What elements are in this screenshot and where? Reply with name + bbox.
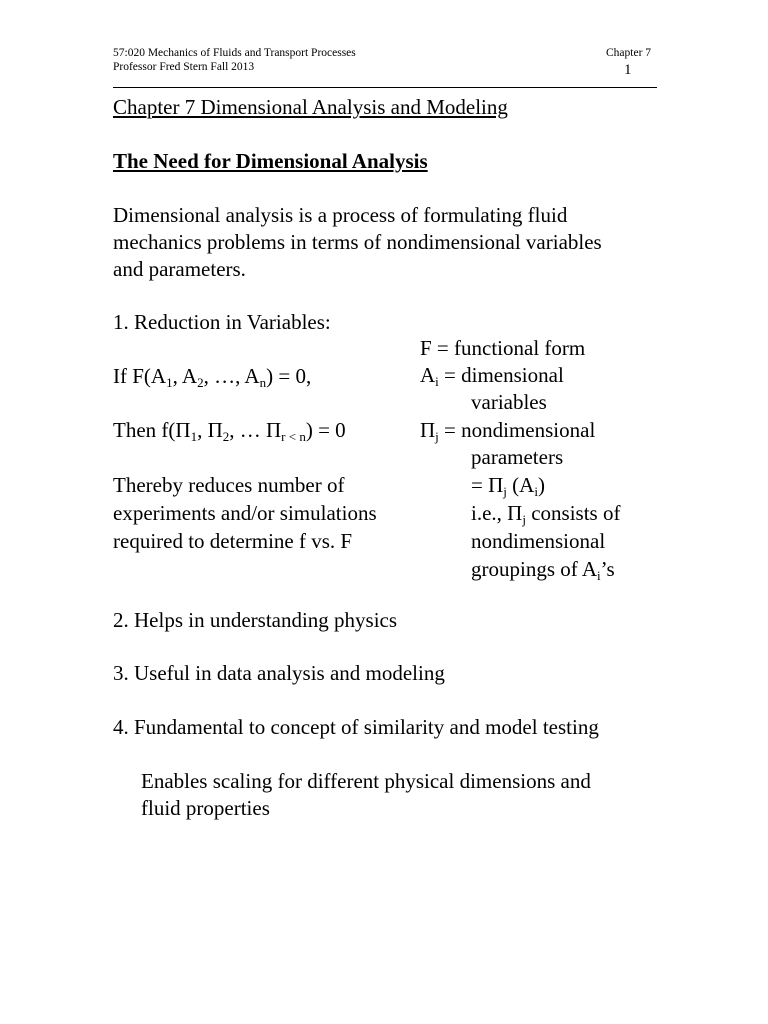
def-pij: $\Pi_j$ = nondimensional xyxy=(420,418,596,444)
def-ie-cont-1: nondimensional xyxy=(471,529,606,553)
intro-line-3: and parameters. xyxy=(113,257,246,281)
then-equation: Then $f(\Pi_1$, $\Pi_2$, … $\Pi_{r < n}) = 0$ xyxy=(113,418,346,444)
header-page-number: 1 xyxy=(624,62,632,78)
def-functional-form: F = functional form xyxy=(420,336,586,360)
header-chapter: Chapter 7 xyxy=(606,47,652,59)
intro-line-1: Dimensional analysis is a process of formulating fluid xyxy=(113,203,568,227)
section-heading: The Need for Dimensional Analysis xyxy=(113,149,428,173)
def-pij-cont: parameters xyxy=(471,445,564,469)
item-4: 4. Fundamental to concept of similarity and model testing xyxy=(113,715,599,739)
intro-line-2: mechanics problems in terms of nondimensional variables xyxy=(113,230,602,254)
header-course: 57:020 Mechanics of Fluids and Transport Processes xyxy=(113,47,356,59)
header-divider xyxy=(113,87,657,88)
def-ai: $A_i$ = dimensional xyxy=(420,363,564,389)
def-ie-cont-2: groupings of $A_i’s$ xyxy=(471,557,615,583)
thereby-line-2: experiments and/or simulations xyxy=(113,501,377,525)
item-3: 3. Useful in data analysis and modeling xyxy=(113,661,445,685)
def-ie: i.e., $\Pi_j$ consists of xyxy=(471,501,621,527)
def-pij-equals: = $\Pi_j$ $(A_i)$ xyxy=(471,473,545,499)
thereby-line-3: required to determine f vs. F xyxy=(113,529,353,553)
thereby-line-1: Thereby reduces number of xyxy=(113,473,345,497)
if-equation: If $F(A_1$, $A_2$, …, $A_n) = 0$, xyxy=(113,364,312,390)
def-ai-cont: variables xyxy=(471,390,547,414)
scaling-line-1: Enables scaling for different physical dimensions and xyxy=(141,769,591,793)
header-professor: Professor Fred Stern Fall 2013 xyxy=(113,61,255,73)
item-2: 2. Helps in understanding physics xyxy=(113,608,398,632)
chapter-title: Chapter 7 Dimensional Analysis and Modeling xyxy=(113,95,508,119)
scaling-line-2: fluid properties xyxy=(141,796,270,820)
item-1-label: 1. Reduction in Variables: xyxy=(113,310,331,334)
